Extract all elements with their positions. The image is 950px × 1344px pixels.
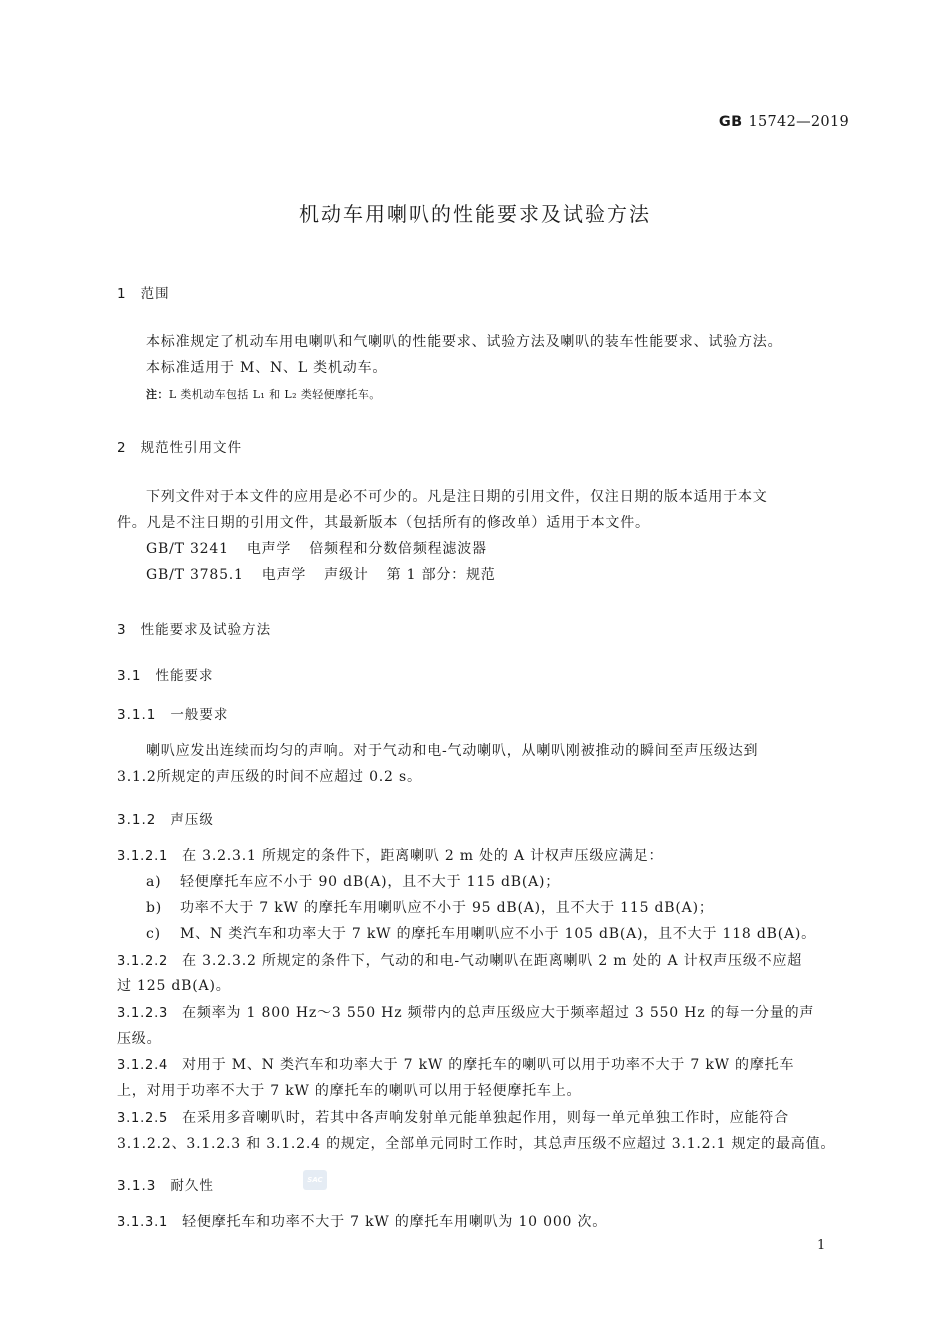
page-title: 机动车用喇叭的性能要求及试验方法 <box>299 202 651 226</box>
section-3-heading: 3 性能要求及试验方法 <box>117 622 272 638</box>
section-2-heading: 2 规范性引用文件 <box>117 440 243 456</box>
clause-3-1-2-3-line-2: 压级。 <box>117 1031 162 1047</box>
section-1-paragraph-2: 本标准适用于 M、N、L 类机动车。 <box>146 360 388 376</box>
clause-3-1-2-3-line-1: 3.1.2.3 在频率为 1 800 Hz～3 550 Hz 频带内的总声压级应大于频率超过 3 550 Hz 的每一分量的声 <box>117 1005 815 1021</box>
section-3-1-1-line-2: 3.1.2所规定的声压级的时间不应超过 0.2 s。 <box>117 769 422 785</box>
clause-3-1-2-2-line-2: 过 125 dB(A)。 <box>117 978 231 994</box>
reference-gbt-3241: GB/T 3241 电声学 倍频程和分数倍频程滤波器 <box>146 541 487 557</box>
section-3-1-2-heading: 3.1.2 声压级 <box>117 812 214 828</box>
list-item-b: b) 功率不大于 7 kW 的摩托车用喇叭应不小于 95 dB(A)，且不大于 115 dB(A)； <box>146 900 714 916</box>
clause-3-1-2-5-line-2: 3.1.2.2、3.1.2.3 和 3.1.2.4 的规定，全部单元同时工作时，其总声压级不应超过 3.1.2.1 规定的最高值。 <box>117 1136 836 1152</box>
section-3-1-1-line-1: 喇叭应发出连续而均匀的声响。对于气动和电-气动喇叭，从喇叭刚被推动的瞬间至声压级达到 <box>146 743 759 759</box>
section-3-1-1-heading: 3.1.1 一般要求 <box>117 707 229 723</box>
section-3-1-3-heading: 3.1.3 耐久性 <box>117 1178 214 1194</box>
clause-3-1-2-4-line-1: 3.1.2.4 对用于 M、N 类汽车和功率大于 7 kW 的摩托车的喇叭可以用于功率不大于 7 kW 的摩托车 <box>117 1057 795 1073</box>
list-item-a: a) 轻便摩托车应不小于 90 dB(A)，且不大于 115 dB(A)； <box>146 874 561 890</box>
section-2-paragraph-line-2: 件。凡是不注日期的引用文件，其最新版本（包括所有的修改单）适用于本文件。 <box>117 515 650 531</box>
sac-watermark-logo: SAC <box>303 1170 327 1190</box>
clause-3-1-3-1: 3.1.3.1 轻便摩托车和功率不大于 7 kW 的摩托车用喇叭为 10 000 次。 <box>117 1214 608 1230</box>
section-3-1-heading: 3.1 性能要求 <box>117 668 214 684</box>
standard-number: GB 15742—2019 <box>718 114 849 130</box>
clause-3-1-2-1: 3.1.2.1 在 3.2.3.1 所规定的条件下，距离喇叭 2 m 处的 A 计权声压级应满足： <box>117 848 664 864</box>
section-1-paragraph-1: 本标准规定了机动车用电喇叭和气喇叭的性能要求、试验方法及喇叭的装车性能要求、试验方法。 <box>146 334 783 350</box>
reference-gbt-3785-1: GB/T 3785.1 电声学 声级计 第 1 部分：规范 <box>146 567 496 583</box>
page-number: 1 <box>817 1238 826 1253</box>
clause-3-1-2-4-line-2: 上，对用于功率不大于 7 kW 的摩托车的喇叭可以用于轻便摩托车上。 <box>117 1083 582 1099</box>
section-1-note: 注：L 类机动车包括 L₁ 和 L₂ 类轻便摩托车。 <box>146 388 381 401</box>
section-2-paragraph-line-1: 下列文件对于本文件的应用是必不可少的。凡是注日期的引用文件，仅注日期的版本适用于本文 <box>146 489 768 505</box>
clause-3-1-2-2-line-1: 3.1.2.2 在 3.2.3.2 所规定的条件下，气动的和电-气动喇叭在距离喇叭 2 m 处的 A 计权声压级不应超 <box>117 953 803 969</box>
clause-3-1-2-5-line-1: 3.1.2.5 在采用多音喇叭时，若其中各声响发射单元能单独起作用，则每一单元单独工作时，应能符合 <box>117 1110 789 1126</box>
section-1-heading: 1 范围 <box>117 286 170 302</box>
list-item-c: c) M、N 类汽车和功率大于 7 kW 的摩托车用喇叭应不小于 105 dB(A)，且不大于 118 dB(A)。 <box>146 926 816 942</box>
